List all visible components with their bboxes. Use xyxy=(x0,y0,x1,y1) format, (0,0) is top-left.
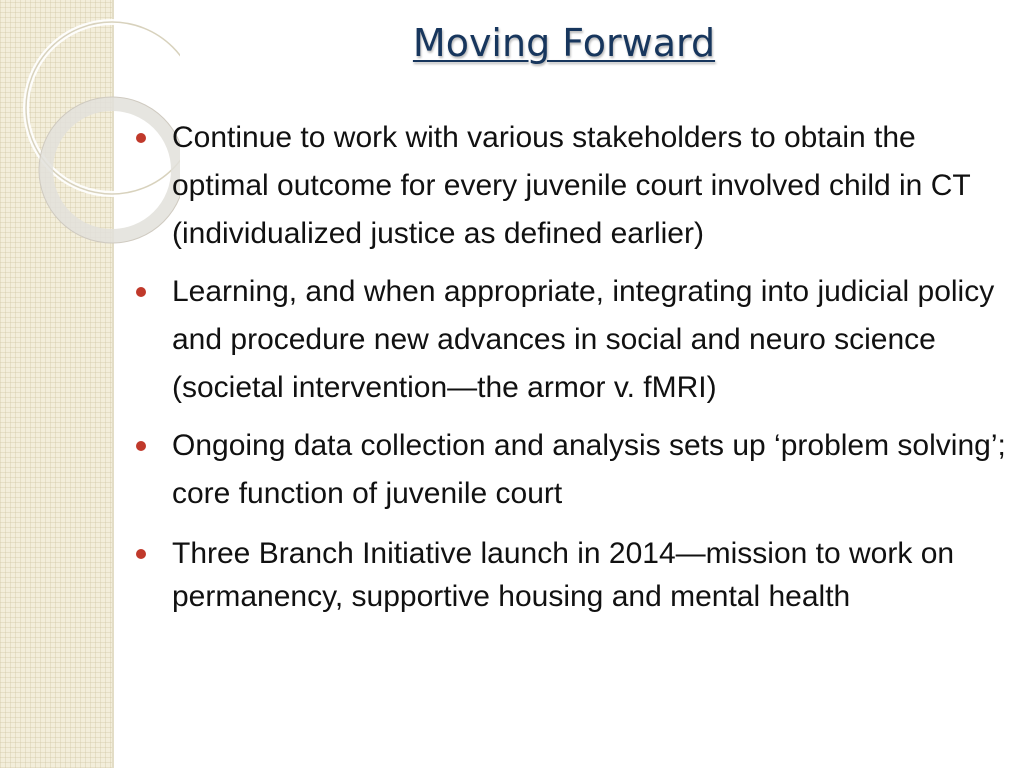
bullet-text: Continue to work with various stakeholders to obtain the optimal outcome for every juvenile court involved child in CT (individualized justice as defined earlier) xyxy=(172,121,971,250)
bullet-item xyxy=(130,268,1010,412)
bullet-item xyxy=(130,422,1010,518)
bullet-text: Ongoing data collection and analysis sets up ‘problem solving’; core function of juvenile court xyxy=(172,429,1006,510)
bullet-item xyxy=(130,532,1010,618)
bullet-dot-icon xyxy=(136,549,146,559)
bullet-item xyxy=(130,114,1010,258)
bullet-dot-icon xyxy=(136,287,146,297)
bullet-dot-icon xyxy=(136,133,146,143)
bullet-list xyxy=(130,114,1010,618)
bullet-dot-icon xyxy=(136,441,146,451)
bullet-text: Three Branch Initiative launch in 2014—mission to work on permanency, supportive housing and mental health xyxy=(172,537,955,613)
bullet-text: Learning, and when appropriate, integrating into judicial policy and procedure new advances in social and neuro science (societal intervention—the armor v. fMRI) xyxy=(172,275,995,404)
slide-title: Moving Forward xyxy=(412,21,716,65)
